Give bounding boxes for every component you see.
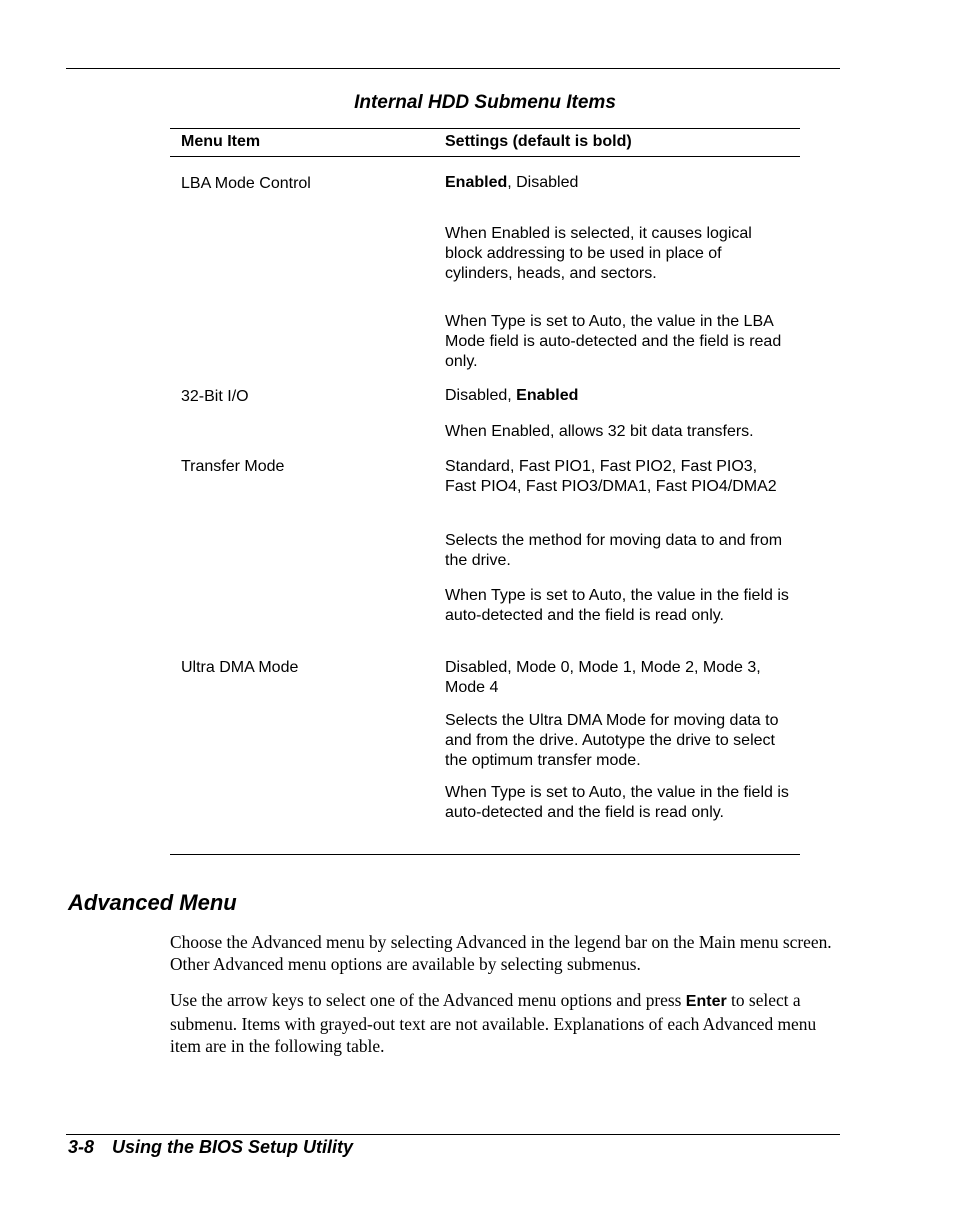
paragraph-1: Choose the Advanced menu by selecting Advanced in the legend bar on the Main menu screen. Other Advanced menu options are available by selecting submenus. (170, 932, 832, 974)
table-caption: Internal HDD Submenu Items (354, 92, 616, 113)
header-menu-item: Menu Item (181, 133, 261, 150)
default-option: Enabled (445, 174, 508, 191)
row-options-32bit-io (445, 386, 790, 406)
section-heading: Advanced Menu (68, 890, 237, 915)
row-options-ultra-dma: Disabled, Mode 0, Mode 1, Mode 2, Mode 3, Mode 4 (445, 659, 761, 696)
row-item-ultra-dma: Ultra DMA Mode (181, 659, 299, 676)
paragraph-2-text: Use the arrow keys to select one of the Advanced menu options and press (170, 990, 686, 1010)
row-desc-ultra-dma-2: When Type is set to Auto, the value in the field is auto-detected and the field is read only. (445, 784, 789, 821)
paragraph-2 (170, 989, 840, 1057)
table-top-rule (170, 128, 800, 129)
header-settings: Settings (default is bold) (445, 133, 632, 150)
enter-key-label: Enter (685, 993, 727, 1010)
other-options: Disabled, (445, 387, 517, 404)
row-item-lba: LBA Mode Control (181, 175, 311, 192)
top-rule (66, 68, 840, 69)
table-header-rule (170, 156, 800, 157)
row-item-32bit-io: 32-Bit I/O (181, 388, 249, 405)
row-desc-32bit-io: When Enabled, allows 32 bit data transfers. (445, 423, 754, 440)
default-option: Enabled (516, 387, 579, 404)
page-number: 3-8 (68, 1137, 95, 1157)
row-desc-ultra-dma-1: Selects the Ultra DMA Mode for moving data to and from the drive. Autotype the drive to select the optimum transfer mode. (445, 712, 779, 769)
row-desc-lba-2: When Type is set to Auto, the value in the LBA Mode field is auto-detected and the field is read only. (445, 313, 782, 370)
row-desc-transfer-mode-2: When Type is set to Auto, the value in the field is auto-detected and the field is read only. (445, 587, 789, 624)
row-desc-transfer-mode-1: Selects the method for moving data to and from the drive. (445, 532, 783, 569)
row-options-lba (445, 173, 790, 193)
other-options: , Disabled (507, 174, 579, 191)
row-options-transfer-mode: Standard, Fast PIO1, Fast PIO2, Fast PIO3, Fast PIO4, Fast PIO3/DMA1, Fast PIO4/DMA2 (445, 458, 777, 495)
footer-rule (66, 1134, 840, 1135)
footer (68, 1137, 353, 1158)
row-desc-lba-1: When Enabled is selected, it causes logical block addressing to be used in place of cylinders, heads, and sectors. (445, 225, 752, 282)
chapter-title: Using the BIOS Setup Utility (112, 1137, 354, 1157)
row-item-transfer-mode: Transfer Mode (181, 458, 285, 475)
paragraph-2-text-end: to select a submenu. Items with grayed-out text are not available. Explanations of each Advanced menu item are in the following table. (170, 990, 817, 1056)
table-bottom-rule (170, 854, 800, 855)
